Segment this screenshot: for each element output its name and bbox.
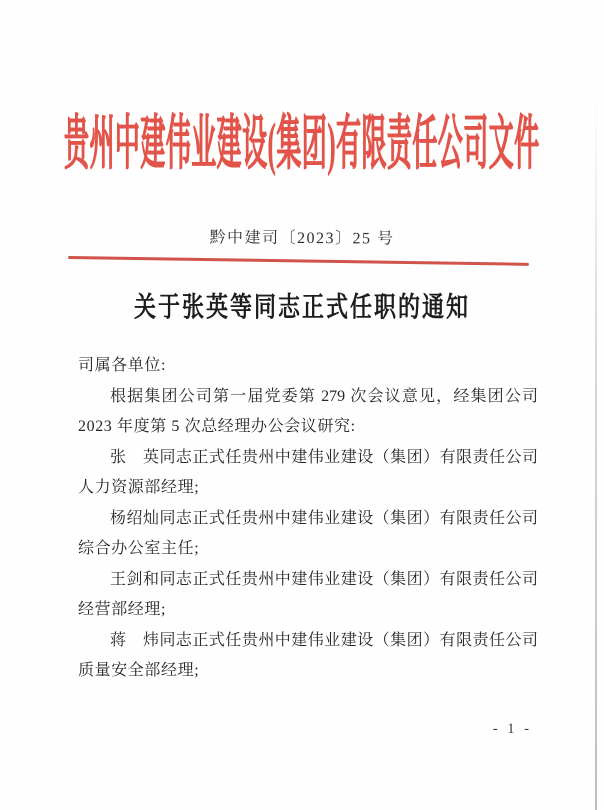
body-line: 经营部经理; bbox=[78, 601, 167, 618]
body-line-salutation: 司属各单位: bbox=[78, 357, 167, 374]
body-line: 综合办公室主任; bbox=[78, 540, 200, 557]
document-title-row bbox=[0, 286, 604, 324]
red-header-banner bbox=[0, 106, 604, 177]
body-line: 蒋 炜同志正式任贵州中建伟业建设（集团）有限责任公司 bbox=[110, 631, 538, 649]
document-title: 关于张英等同志正式任职的通知 bbox=[133, 290, 470, 322]
scan-edge-artifact bbox=[595, 95, 597, 810]
document-number: 黔中建司〔2023〕25 号 bbox=[209, 229, 395, 248]
body-line: 根据集团公司第一届党委第 279 次会议意见，经集团公司 bbox=[110, 387, 538, 405]
document-body bbox=[78, 351, 538, 687]
page-number: - 1 - bbox=[492, 721, 532, 737]
body-line: 2023 年度第 5 次总经理办公会议研究: bbox=[78, 418, 356, 435]
body-line: 质量安全部经理; bbox=[78, 662, 200, 679]
red-divider-line bbox=[68, 256, 529, 266]
body-line: 人力资源部经理; bbox=[78, 479, 200, 496]
organization-title: 贵州中建伟业建设(集团)有限责任公司文件 bbox=[64, 110, 540, 177]
body-line: 王剑和同志正式任贵州中建伟业建设（集团）有限责任公司 bbox=[110, 570, 538, 588]
body-line: 杨绍灿同志正式任贵州中建伟业建设（集团）有限责任公司 bbox=[110, 509, 538, 527]
body-line: 张 英同志正式任贵州中建伟业建设（集团）有限责任公司 bbox=[110, 448, 538, 466]
